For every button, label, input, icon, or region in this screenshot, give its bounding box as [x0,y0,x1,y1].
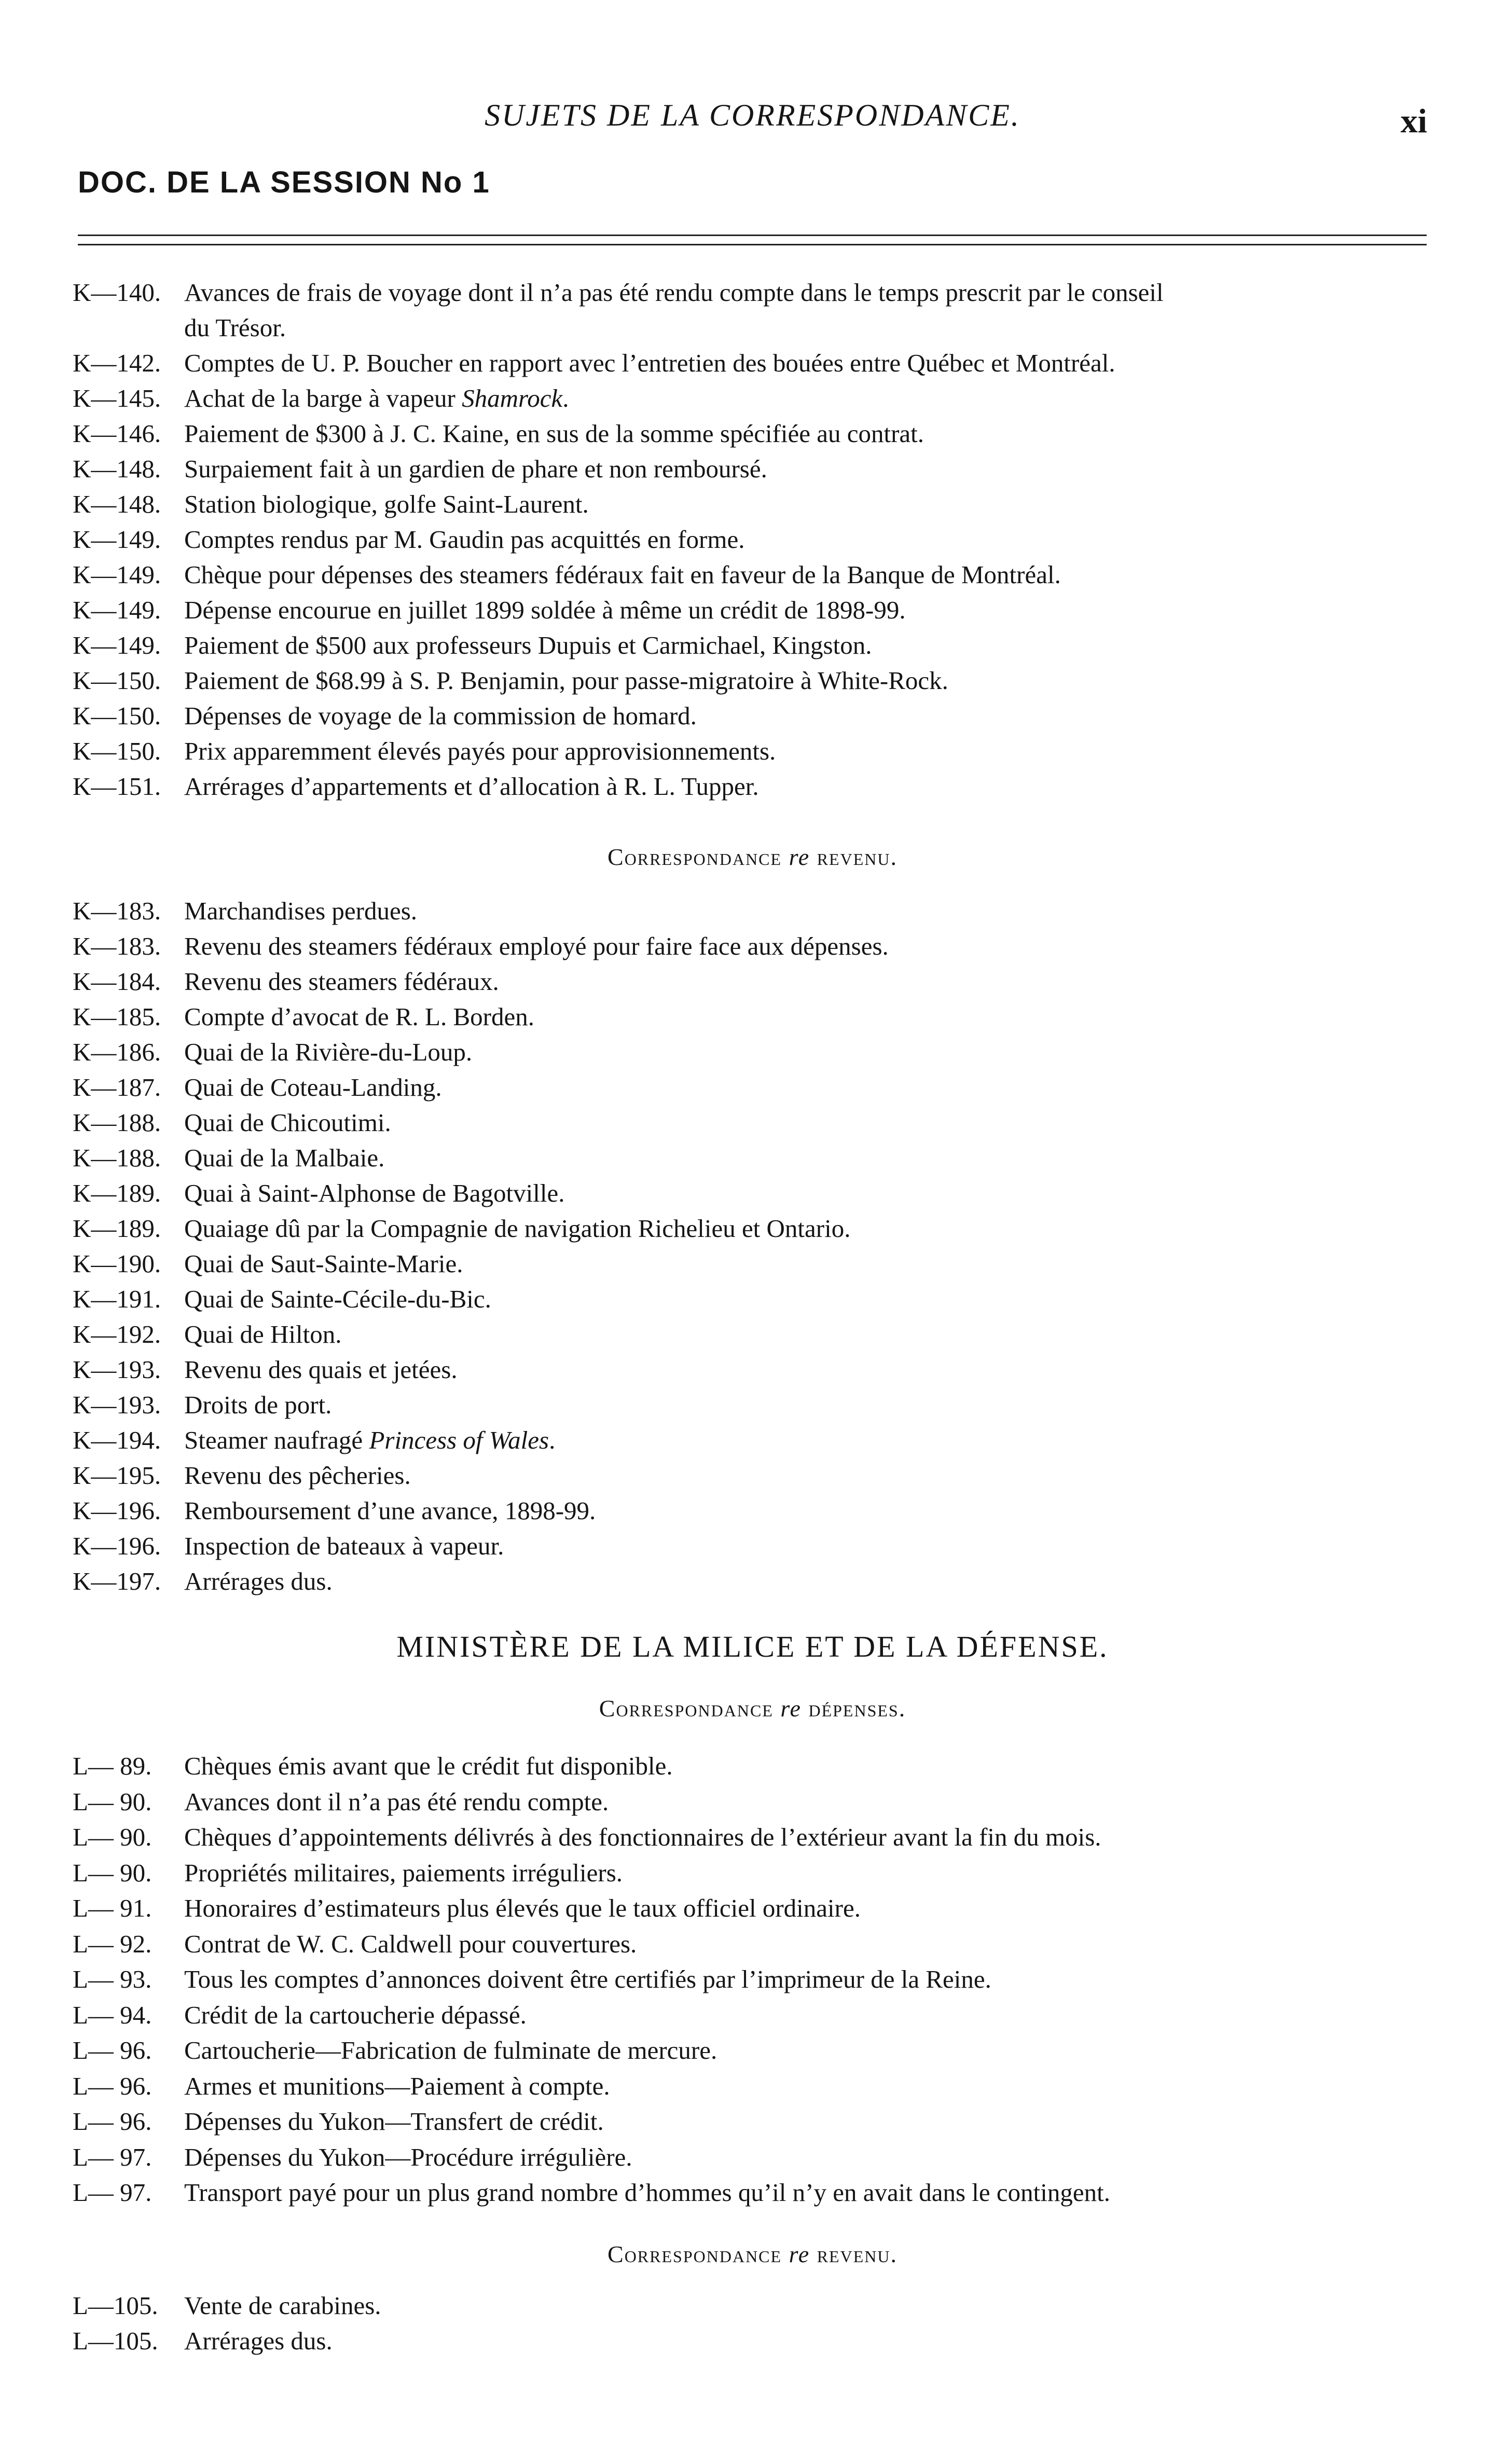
entry-text: Arrérages d’appartements et d’allocation à R. L. Tupper. [184,772,759,801]
entry-description [184,381,1442,416]
list-item [73,1140,1442,1176]
entry-code: K—150. [73,701,161,730]
entry-text: Comptes rendus par M. Gaudin pas acquittés en forme. [184,525,745,554]
entry-description [184,1820,1442,1855]
entry-text-end: . [549,1426,556,1454]
list-item [73,1998,1442,2033]
entry-code: K—183. [73,932,161,960]
entry-description [184,275,1442,346]
entry-code: K—196. [73,1496,161,1525]
entry-description [184,1211,1442,1246]
entry-code: L— 91. [73,1894,152,1922]
list-item [73,1564,1442,1599]
session-doc-label: DOC. DE LA SESSION No 1 [78,166,490,199]
entry-description [184,2140,1442,2175]
entry-description [184,1035,1442,1070]
list-item [73,1493,1442,1529]
entry-italic-name: Princess of Wales [369,1426,549,1454]
list-item [73,964,1442,999]
entry-code: K—183. [73,897,161,925]
entry-description [184,1387,1442,1423]
entry-description [184,522,1442,557]
entry-description [184,346,1442,381]
entry-description [184,1317,1442,1352]
entry-description [184,2288,1442,2323]
entry-code: L— 89. [73,1752,152,1780]
list-item [73,2104,1442,2139]
entry-code: K—185. [73,1002,161,1031]
entry-text: Avances dont il n’a pas été rendu compte. [184,1787,609,1816]
entry-code: K—150. [73,737,161,765]
entry-code: L—105. [73,2327,158,2355]
list-item [73,1035,1442,1070]
entry-text: Chèques d’appointements délivrés à des fonctionnaires de l’extérieur avant la fin du mois. [184,1823,1101,1851]
entry-text: Droits de port. [184,1391,332,1419]
entry-code: K—193. [73,1391,161,1419]
entry-description [184,557,1442,593]
entry-description [184,1458,1442,1493]
entry-code: L— 96. [73,2071,152,2100]
list-item [73,1352,1442,1387]
entry-code: K—197. [73,1567,161,1595]
heading-correspondance-revenu-k: Correspondance re revenu. [607,844,898,870]
entry-description [184,1176,1442,1211]
entry-text: Quai de la Rivière-du-Loup. [184,1038,473,1066]
entry-text: Surpaiement fait à un gardien de phare et non remboursé. [184,455,767,483]
list-item [73,522,1442,557]
list-item [73,487,1442,522]
list-item [73,999,1442,1035]
entry-code: L— 90. [73,1787,152,1816]
list-item [73,1070,1442,1105]
entry-code: L— 94. [73,2000,152,2029]
entry-code: K—184. [73,967,161,996]
entry-description [184,1493,1442,1529]
entry-text: Dépenses de voyage de la commission de homard. [184,701,697,730]
entry-text: Propriétés militaires, paiements irréguliers. [184,1858,623,1887]
entry-description [184,487,1442,522]
entry-description [184,1749,1442,1784]
entry-code: K—188. [73,1108,161,1137]
list-item [73,381,1442,416]
entry-text: Chèque pour dépenses des steamers fédéraux fait en faveur de la Banque de Montréal. [184,560,1061,589]
entry-description [184,593,1442,628]
list-item [73,1387,1442,1423]
entry-text: Revenu des pêcheries. [184,1461,411,1490]
entry-text: Cartoucherie—Fabrication de fulminate de mercure. [184,2036,717,2064]
entry-code: K—149. [73,525,161,554]
entry-text: Prix apparemment élevés payés pour approvisionnements. [184,737,776,765]
heading-correspondance-depenses-l: Correspondance re dépenses. [599,1695,906,1722]
entry-description [184,1891,1442,1926]
list-item [73,1458,1442,1493]
entry-description [184,2069,1442,2104]
entry-text: Revenu des steamers fédéraux employé pour faire face aux dépenses. [184,932,889,960]
entry-text: Quai de Coteau-Landing. [184,1073,442,1102]
entry-description [184,2104,1442,2139]
list-item [73,2323,1442,2359]
list-item [73,1529,1442,1564]
entry-code: L— 96. [73,2036,152,2064]
entry-description [184,1423,1442,1458]
list-item [73,1282,1442,1317]
entry-text: Remboursement d’une avance, 1898-99. [184,1496,596,1525]
list-item [73,275,1442,346]
list-item [73,628,1442,663]
entry-code: K—186. [73,1038,161,1066]
entry-text: Compte d’avocat de R. L. Borden. [184,1002,534,1031]
list-item [73,1211,1442,1246]
entry-text: Quai de Saut-Sainte-Marie. [184,1249,463,1278]
entry-code: K—149. [73,560,161,589]
list-item [73,769,1442,804]
list-item [73,451,1442,487]
entry-text: Revenu des steamers fédéraux. [184,967,499,996]
entry-description [184,1962,1442,1997]
entry-text: Dépenses du Yukon—Transfert de crédit. [184,2107,604,2136]
list-item [73,593,1442,628]
list-item [73,2069,1442,2104]
entry-text: Armes et munitions—Paiement à compte. [184,2071,610,2100]
entry-description [184,1140,1442,1176]
entry-text: Crédit de la cartoucherie dépassé. [184,2000,527,2029]
list-item [73,346,1442,381]
entry-code: K—189. [73,1214,161,1243]
entry-text: Honoraires d’estimateurs plus élevés que le taux officiel ordinaire. [184,1894,861,1922]
entry-text-end: . [562,384,569,412]
entry-text: Arrérages dus. [184,2327,333,2355]
entry-text: Contrat de W. C. Caldwell pour couvertures. [184,1929,637,1958]
entry-description [184,1282,1442,1317]
entry-code: K—195. [73,1461,161,1490]
entry-code: K—193. [73,1355,161,1384]
entry-description [184,893,1442,929]
list-item [73,1784,1442,1820]
entry-text: Quai de Sainte-Cécile-du-Bic. [184,1285,491,1313]
entry-code: K—150. [73,666,161,695]
list-item [73,1105,1442,1140]
entry-text: Paiement de $500 aux professeurs Dupuis et Carmichael, Kingston. [184,631,872,659]
entry-code: L— 96. [73,2107,152,2136]
list-item [73,2033,1442,2068]
entry-text: Dépenses du Yukon—Procédure irrégulière. [184,2142,632,2171]
entry-code: L— 92. [73,1929,152,1958]
entry-text: Paiement de $68.99 à S. P. Benjamin, pour passe-migratoire à White-Rock. [184,666,948,695]
entry-code: K—140. [73,278,161,307]
entry-text: Paiement de $300 à J. C. Kaine, en sus de la somme spécifiée au contrat. [184,419,924,448]
list-item [73,2175,1442,2210]
entry-text: Revenu des quais et jetées. [184,1355,458,1384]
entry-description [184,698,1442,734]
entry-description [184,1564,1442,1599]
entry-description [184,929,1442,964]
entry-description [184,451,1442,487]
entry-description [184,2033,1442,2068]
heading-correspondance-revenu-l: Correspondance re revenu. [607,2241,898,2267]
entry-text: Dépense encourue en juillet 1899 soldée à même un crédit de 1898-99. [184,596,906,624]
entry-description [184,1926,1442,1962]
entry-italic-name: Shamrock [462,384,563,412]
entry-description [184,1105,1442,1140]
entry-description [184,1998,1442,2033]
entry-text: Transport payé pour un plus grand nombre d’hommes qu’il n’y en avait dans le contingent. [184,2178,1110,2207]
entry-description [184,628,1442,663]
list-item [73,1891,1442,1926]
running-title: SUJETS DE LA CORRESPONDANCE. [485,98,1020,132]
entry-code: L— 97. [73,2178,152,2207]
entry-description [184,2175,1442,2210]
entry-text: Avances de frais de voyage dont il n’a pas été rendu compte dans le temps prescrit par le conseil [184,278,1164,307]
entry-text: Inspection de bateaux à vapeur. [184,1532,504,1560]
entry-code: L— 90. [73,1823,152,1851]
entry-code: L—105. [73,2291,158,2320]
entry-text: Tous les comptes d’annonces doivent être certifiés par l’imprimeur de la Reine. [184,1965,991,1993]
entry-code: K—148. [73,490,161,518]
list-item [73,1962,1442,1997]
entry-code: K—151. [73,772,161,801]
entry-code: K—194. [73,1426,161,1454]
list-item [73,1423,1442,1458]
list-item [73,929,1442,964]
entry-code: K—148. [73,455,161,483]
entry-code: K—189. [73,1179,161,1207]
entry-text: Quaiage dû par la Compagnie de navigation Richelieu et Ontario. [184,1214,851,1243]
entry-description [184,1855,1442,1891]
entry-description [184,1352,1442,1387]
entry-text: Marchandises perdues. [184,897,418,925]
entry-code: K—191. [73,1285,161,1313]
list-item [73,1749,1442,1784]
entry-description [184,1070,1442,1105]
entry-description [184,663,1442,698]
entry-text: Vente de carabines. [184,2291,381,2320]
list-item [73,698,1442,734]
entry-code: K—145. [73,384,161,412]
header-rule-bottom [78,244,1427,245]
list-item [73,1820,1442,1855]
entry-code: K—190. [73,1249,161,1278]
entry-text: Quai de Hilton. [184,1320,342,1348]
list-item [73,734,1442,769]
entry-description [184,1529,1442,1564]
entry-code: K—146. [73,419,161,448]
entry-text: Chèques émis avant que le crédit fut disponible. [184,1752,673,1780]
entry-code: K—149. [73,631,161,659]
entry-text: Quai à Saint-Alphonse de Bagotville. [184,1179,565,1207]
list-item [73,1317,1442,1352]
entry-description [184,734,1442,769]
entry-code: K—188. [73,1144,161,1172]
entry-code: K—187. [73,1073,161,1102]
entry-text: Comptes de U. P. Boucher en rapport avec l’entretien des bouées entre Québec et Montréal. [184,349,1115,377]
list-item [73,416,1442,451]
page-number: xi [1400,102,1427,140]
list-item [73,1855,1442,1891]
entry-code: K—192. [73,1320,161,1348]
entry-text: Quai de la Malbaie. [184,1144,385,1172]
entry-description [184,769,1442,804]
list-item [73,1926,1442,1962]
entry-text: Steamer naufragé [184,1426,369,1454]
entry-code: L— 97. [73,2142,152,2171]
list-item [73,557,1442,593]
header-rule-top [78,235,1427,236]
list-item [73,1246,1442,1282]
entry-description [184,416,1442,451]
entry-description [184,964,1442,999]
list-item [73,1176,1442,1211]
entry-code: L— 93. [73,1965,152,1993]
list-item [73,2140,1442,2175]
entry-description [184,999,1442,1035]
entry-code: L— 90. [73,1858,152,1887]
list-item [73,893,1442,929]
list-item [73,2288,1442,2323]
entry-description [184,2323,1442,2359]
entry-text: Quai de Chicoutimi. [184,1108,391,1137]
entry-code: K—142. [73,349,161,377]
entry-code: K—196. [73,1532,161,1560]
entry-text: Arrérages dus. [184,1567,333,1595]
entry-code: K—149. [73,596,161,624]
entry-description [184,1246,1442,1282]
list-item [73,663,1442,698]
entry-text: Station biologique, golfe Saint-Laurent. [184,490,589,518]
entry-description [184,1784,1442,1820]
entry-text: Achat de la barge à vapeur [184,384,462,412]
heading-ministere: MINISTÈRE DE LA MILICE ET DE LA DÉFENSE. [396,1630,1109,1663]
entry-continuation: du Trésor. [184,313,286,342]
